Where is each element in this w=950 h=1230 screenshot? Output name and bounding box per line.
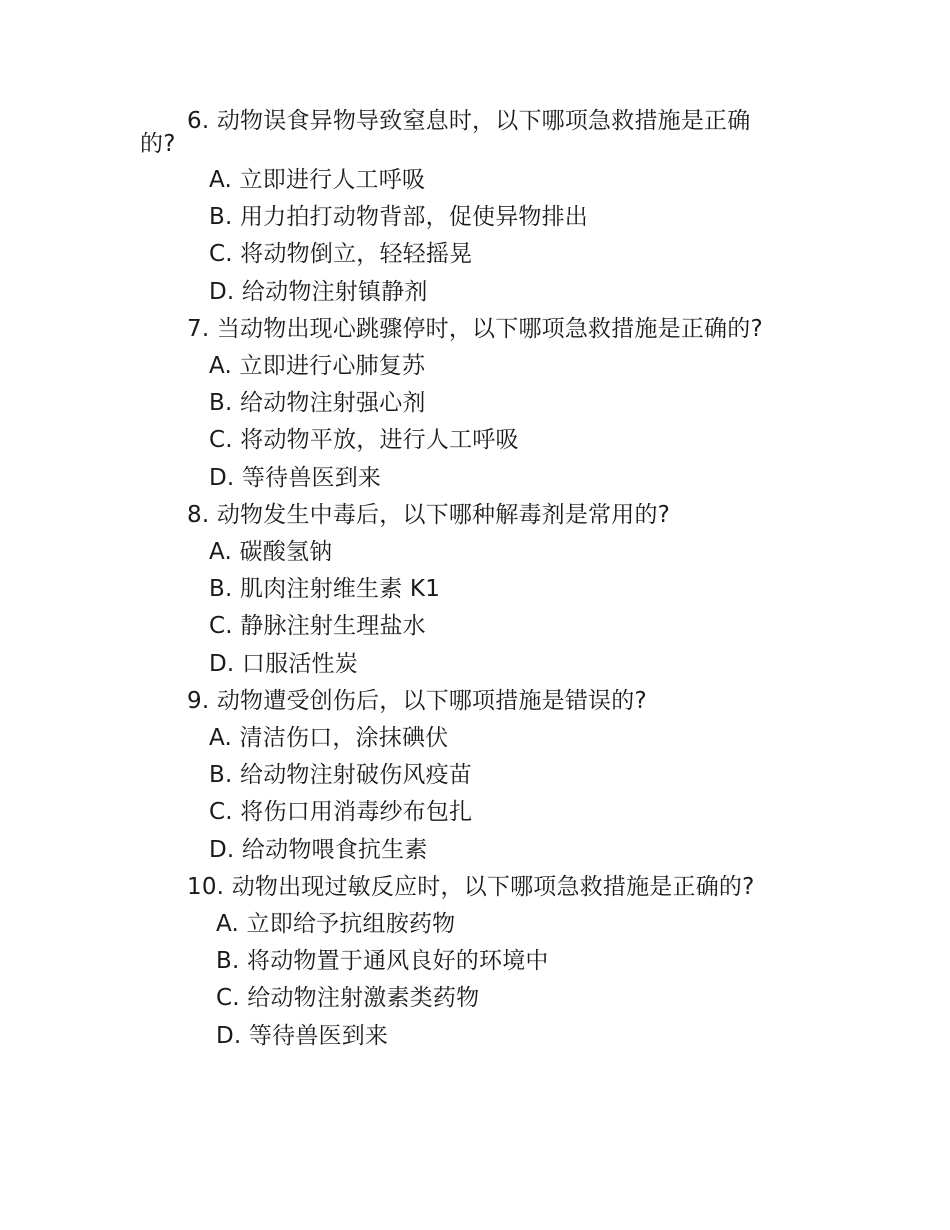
question-10-option-a: A. 立即给予抗组胺药物 xyxy=(216,911,456,937)
question-8-option-a: A. 碳酸氢钠 xyxy=(209,539,333,565)
question-7-option-a: A. 立即进行心肺复苏 xyxy=(209,353,426,379)
question-6-stem-continued: 的? xyxy=(140,131,176,157)
question-10-option-d: D. 等待兽医到来 xyxy=(216,1023,389,1049)
question-7-option-c: C. 将动物平放，进行人工呼吸 xyxy=(209,427,519,453)
question-6-option-d: D. 给动物注射镇静剂 xyxy=(209,279,428,305)
question-9-option-a: A. 清洁伤口，涂抹碘伏 xyxy=(209,725,449,751)
question-8-option-d: D. 口服活性炭 xyxy=(209,651,358,677)
question-7-stem: 7. 当动物出现心跳骤停时，以下哪项急救措施是正确的? xyxy=(187,316,763,342)
question-6-option-b: B. 用力拍打动物背部，促使异物排出 xyxy=(209,204,589,230)
question-9-option-d: D. 给动物喂食抗生素 xyxy=(209,837,428,863)
question-9-stem: 9. 动物遭受创伤后，以下哪项措施是错误的? xyxy=(187,688,647,714)
question-10-option-b: B. 将动物置于通风良好的环境中 xyxy=(216,948,549,974)
question-6-option-c: C. 将动物倒立，轻轻摇晃 xyxy=(209,241,473,267)
question-6-stem: 6. 动物误食异物导致窒息时，以下哪项急救措施是正确 xyxy=(187,108,751,134)
question-10-option-c: C. 给动物注射激素类药物 xyxy=(216,985,480,1011)
question-7-option-d: D. 等待兽医到来 xyxy=(209,465,382,491)
question-8-option-c: C. 静脉注射生理盐水 xyxy=(209,613,426,639)
question-7-option-b: B. 给动物注射强心剂 xyxy=(209,390,426,416)
question-8-option-b: B. 肌肉注射维生素 K1 xyxy=(209,576,441,602)
question-9-option-c: C. 将伤口用消毒纱布包扎 xyxy=(209,799,473,825)
question-8-stem: 8. 动物发生中毒后，以下哪种解毒剂是常用的? xyxy=(187,502,671,528)
question-10-stem: 10. 动物出现过敏反应时，以下哪项急救措施是正确的? xyxy=(187,874,755,900)
question-9-option-b: B. 给动物注射破伤风疫苗 xyxy=(209,762,473,788)
question-6-option-a: A. 立即进行人工呼吸 xyxy=(209,167,426,193)
